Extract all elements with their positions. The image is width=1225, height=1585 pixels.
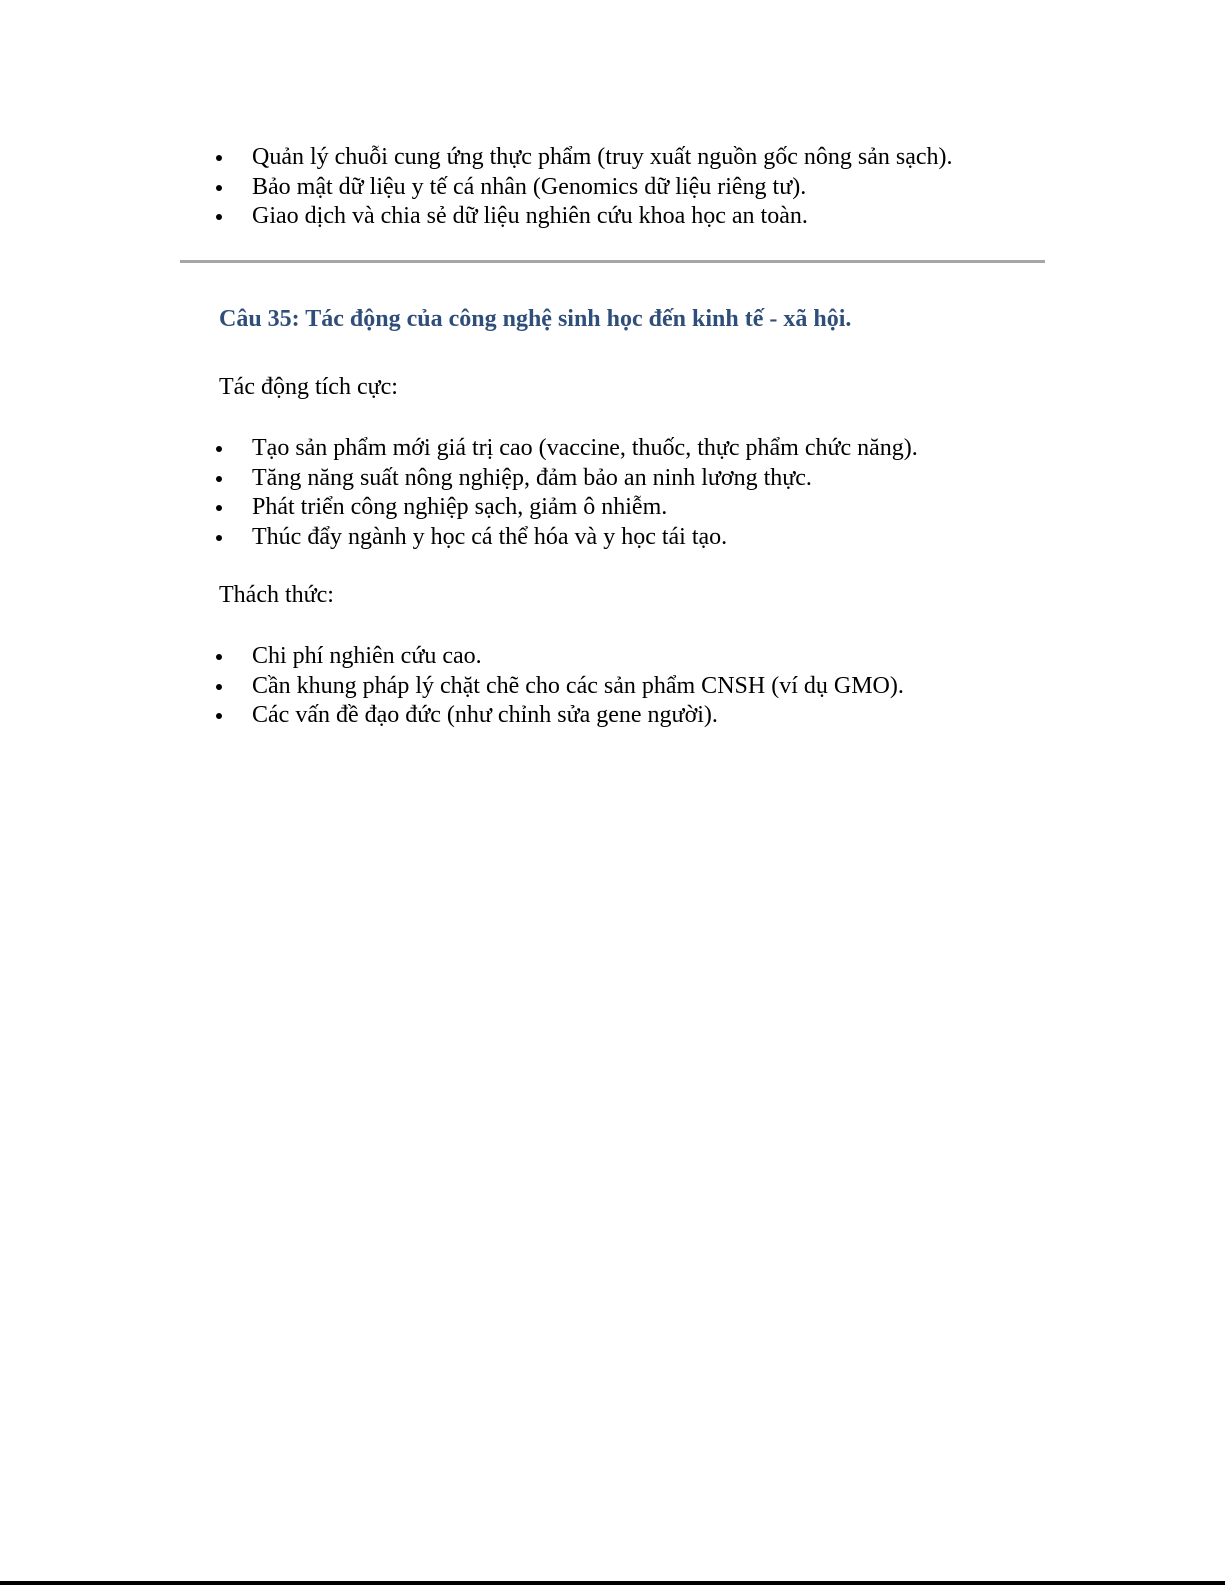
bullet-icon xyxy=(216,713,222,719)
bullet-icon xyxy=(216,214,222,220)
list-item xyxy=(216,701,904,731)
challenges-list xyxy=(216,642,904,731)
blockchain-applications-list xyxy=(216,143,953,232)
list-item-text: Giao dịch và chia sẻ dữ liệu nghiên cứu khoa học an toàn. xyxy=(252,203,808,230)
bullet-icon xyxy=(216,446,222,452)
list-item-text: Phát triển công nghiệp sạch, giảm ô nhiễm. xyxy=(252,494,668,521)
list-item-text: Thúc đẩy ngành y học cá thể hóa và y học tái tạo. xyxy=(252,524,728,551)
bullet-icon xyxy=(216,684,222,690)
bullet-icon xyxy=(216,654,222,660)
bullet-icon xyxy=(216,505,222,511)
list-item xyxy=(216,493,918,523)
list-item-text: Quản lý chuỗi cung ứng thực phẩm (truy xuất nguồn gốc nông sản sạch). xyxy=(252,144,953,170)
bullet-icon xyxy=(216,185,222,191)
list-item-text: Cần khung pháp lý chặt chẽ cho các sản phẩm CNSH (ví dụ GMO). xyxy=(252,672,904,699)
list-item xyxy=(216,464,918,494)
challenges-label: Thách thức: xyxy=(219,582,334,608)
list-item xyxy=(216,143,953,173)
list-item xyxy=(216,173,953,203)
list-item-text: Tạo sản phẩm mới giá trị cao (vaccine, thuốc, thực phẩm chức năng). xyxy=(252,435,918,461)
list-item xyxy=(216,523,918,553)
list-item-text: Bảo mật dữ liệu y tế cá nhân (Genomics dữ liệu riêng tư). xyxy=(252,173,807,200)
list-item-text: Tăng năng suất nông nghiệp, đảm bảo an ninh lương thực. xyxy=(252,464,812,491)
section-heading: Câu 35: Tác động của công nghệ sinh học đến kinh tế - xã hội. xyxy=(219,306,852,332)
list-item-text: Các vấn đề đạo đức (như chỉnh sửa gene người). xyxy=(252,702,718,729)
list-item xyxy=(216,672,904,702)
list-item xyxy=(216,202,953,232)
list-item xyxy=(216,434,918,464)
list-item xyxy=(216,642,904,672)
bullet-icon xyxy=(216,476,222,482)
page-bottom-edge xyxy=(0,1581,1225,1585)
positive-impacts-label: Tác động tích cực: xyxy=(219,374,398,400)
list-item-text: Chi phí nghiên cứu cao. xyxy=(252,643,482,669)
section-divider xyxy=(180,260,1045,263)
bullet-icon xyxy=(216,155,222,161)
positive-impacts-list xyxy=(216,434,918,553)
bullet-icon xyxy=(216,535,222,541)
